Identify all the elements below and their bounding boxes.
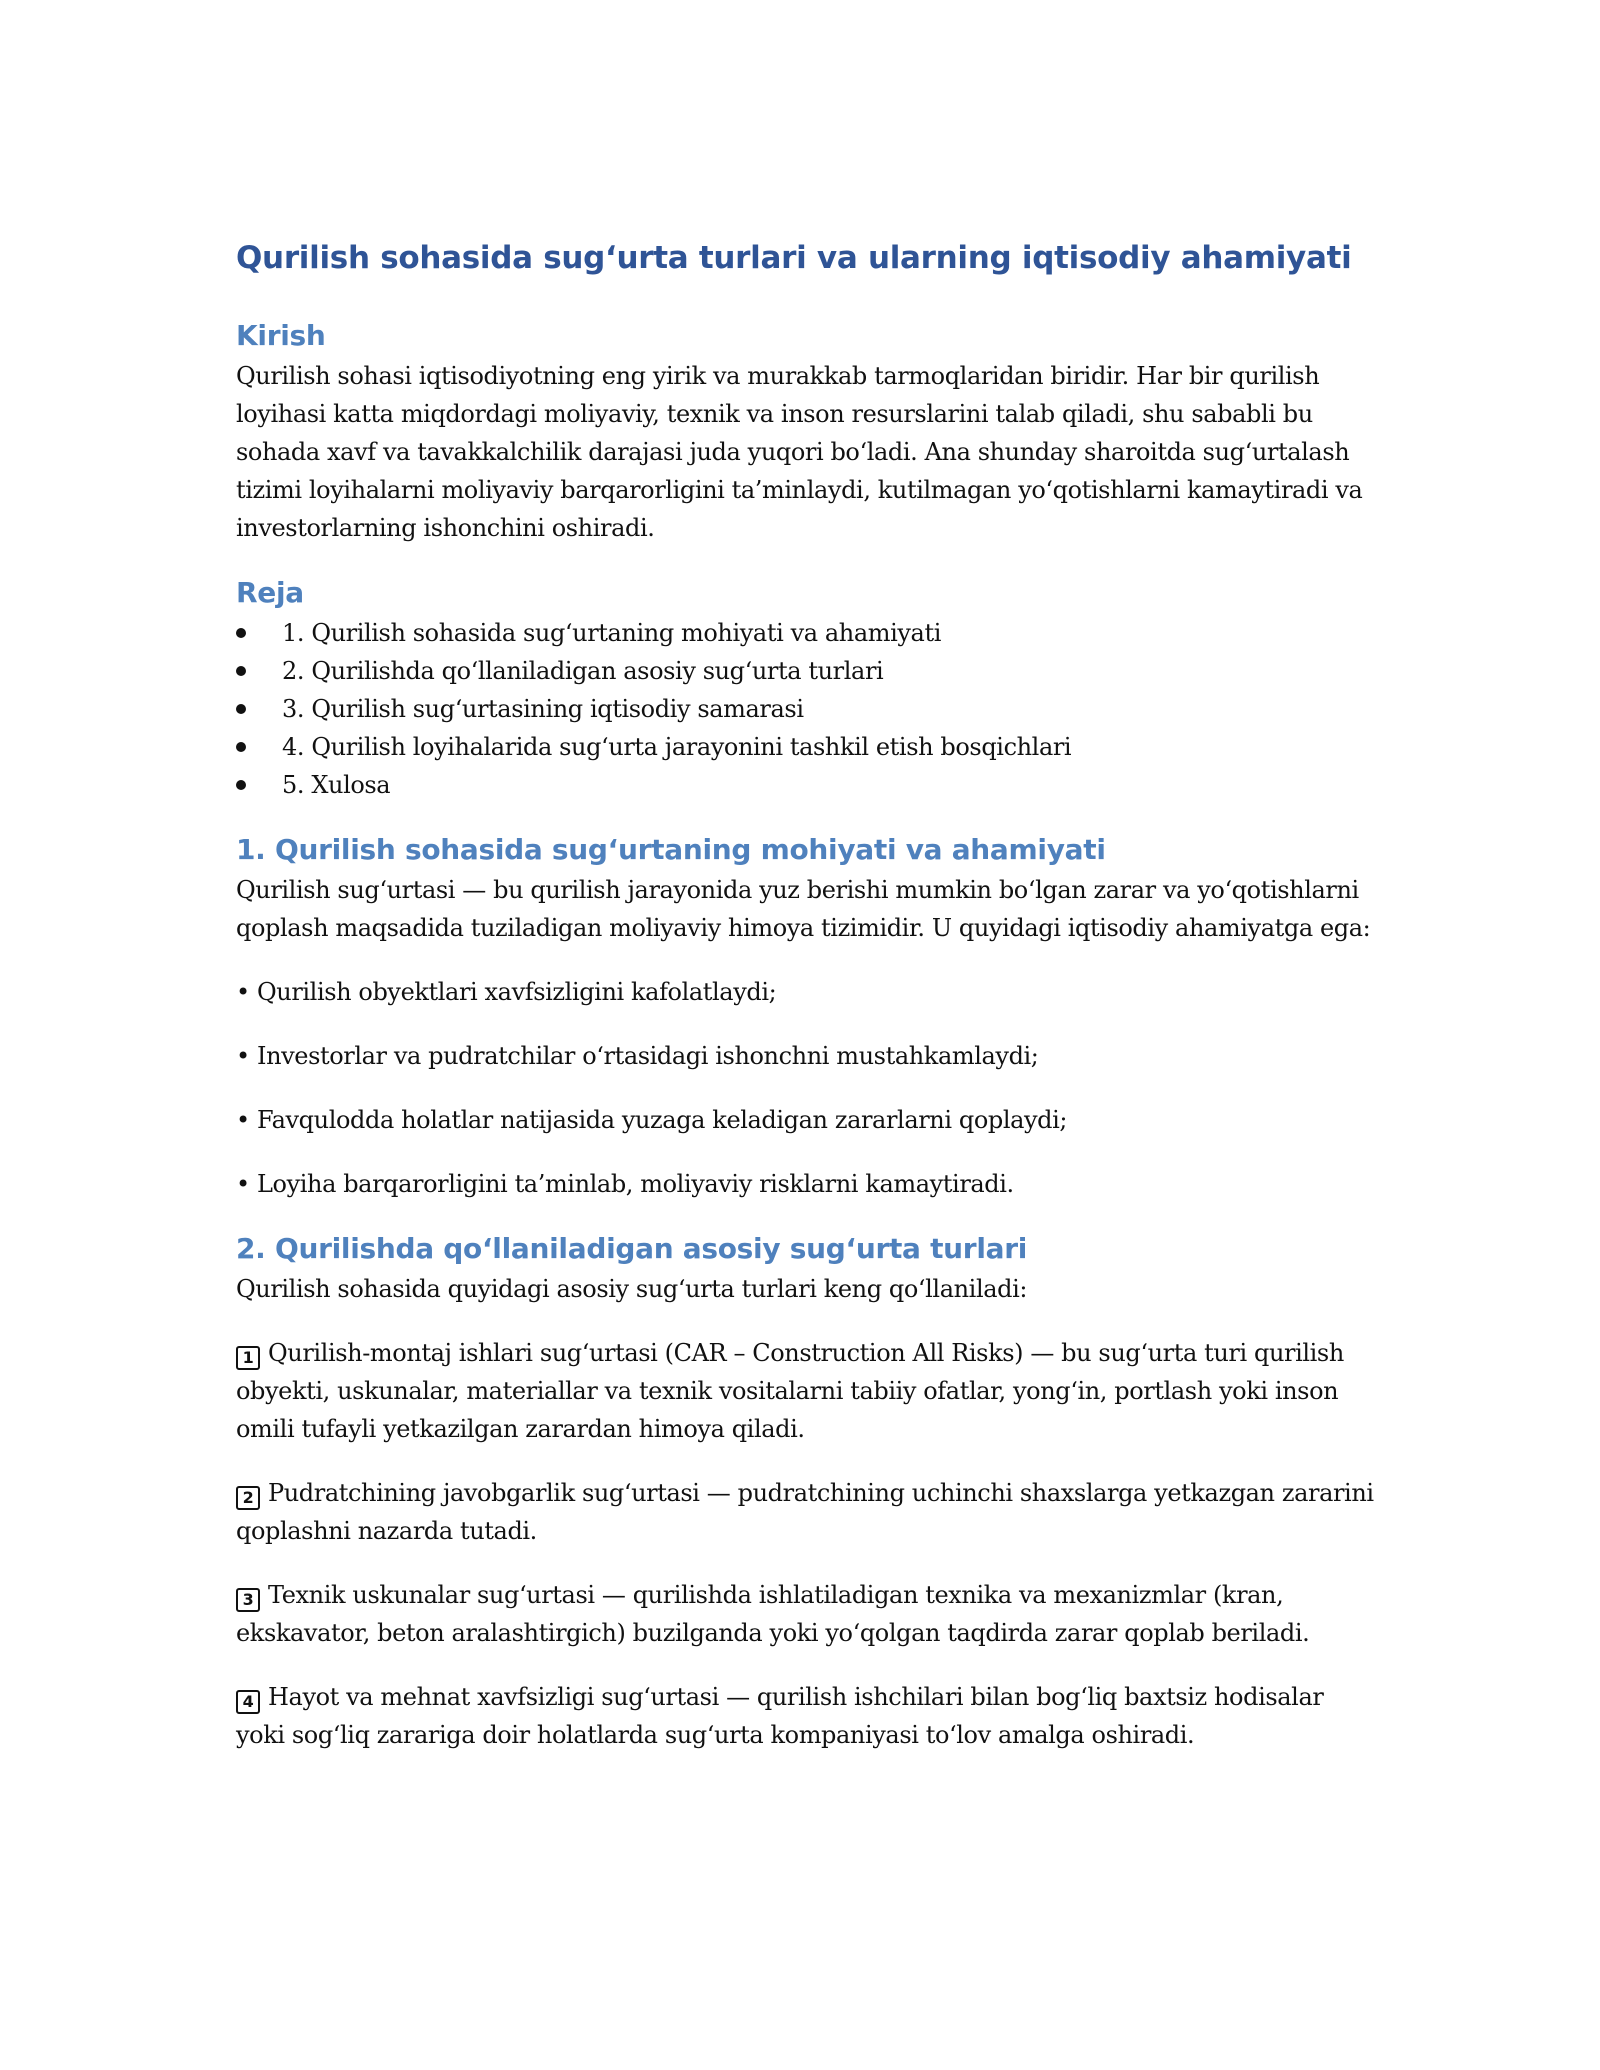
section-1-bullet: • Loyiha barqarorligini ta’minlab, moliyaviy risklarni kamaytiradi. bbox=[236, 1170, 1014, 1199]
bullet-icon bbox=[236, 704, 246, 714]
intro-section bbox=[236, 318, 1376, 547]
bullet-icon bbox=[236, 666, 246, 676]
number-1-icon: 1 bbox=[236, 1346, 260, 1370]
number-2-icon: 2 bbox=[236, 1486, 260, 1510]
insurance-type-item: 4 Hayot va mehnat xavfsizligi sug‘urtasi — qurilish ishchilari bilan bog‘liq baxtsiz hodisalar yoki sog‘liq zarariga doir holatlarda sug‘urta kompaniyasi to‘lov amalga oshiradi. bbox=[236, 1683, 1324, 1750]
document-title: Qurilish sohasida sug‘urta turlari va ularning iqtisodiy ahamiyati bbox=[236, 240, 1352, 276]
section-2-heading: 2. Qurilishda qo‘llaniladigan asosiy sug‘urta turlari bbox=[236, 1232, 1028, 1266]
plan-item: 4. Qurilish loyihalarida sug‘urta jarayonini tashkil etish bosqichlari bbox=[236, 728, 1376, 766]
bullet-icon bbox=[236, 628, 246, 638]
section-2 bbox=[236, 1231, 1376, 1754]
section-1-bullet: • Favqulodda holatlar natijasida yuzaga keladigan zararlarni qoplaydi; bbox=[236, 1106, 1068, 1135]
plan-item: 2. Qurilishda qo‘llaniladigan asosiy sug‘urta turlari bbox=[236, 652, 1376, 690]
section-1-bullet: • Qurilish obyektlari xavfsizligini kafolatlaydi; bbox=[236, 978, 777, 1007]
section-1-bullet: • Investorlar va pudratchilar o‘rtasidagi ishonchni mustahkamlaydi; bbox=[236, 1042, 1039, 1071]
insurance-type-item: 1 Qurilish-montaj ishlari sug‘urtasi (CAR – Construction All Risks) — bu sug‘urta turi qurilish obyekti, uskunalar, materiallar va texnik vositalarni tabiiy ofatlar, yong‘in, portlash yoki inson omili tufayli yetkazilgan zarardan himoya qiladi. bbox=[236, 1339, 1344, 1444]
insurance-type-item: 3 Texnik uskunalar sug‘urtasi — qurilishda ishlatiladigan texnika va mexanizmlar (kran, ekskavator, beton aralashtirgich) buzilganda yoki yo‘qolgan taqdirda zarar qoplab beriladi. bbox=[236, 1581, 1310, 1648]
number-3-icon: 3 bbox=[236, 1588, 260, 1612]
section-1-paragraph: Qurilish sug‘urtasi — bu qurilish jarayonida yuz berishi mumkin bo‘lgan zarar va yo‘qotishlarni qoplash maqsadida tuziladigan moliyaviy himoya tizimidir. U quyidagi iqtisodiy ahamiyatga ega: bbox=[236, 876, 1371, 943]
section-1 bbox=[236, 832, 1376, 1203]
insurance-type-item: 2 Pudratchining javobgarlik sug‘urtasi — pudratchining uchinchi shaxslarga yetkazgan zararini qoplashni nazarda tutadi. bbox=[236, 1479, 1374, 1546]
plan-item: 3. Qurilish sug‘urtasining iqtisodiy samarasi bbox=[236, 690, 1376, 728]
intro-paragraph: Qurilish sohasi iqtisodiyotning eng yirik va murakkab tarmoqlaridan biridir. Har bir qurilish loyihasi katta miqdordagi moliyaviy, texnik va inson resurslarini talab qiladi, shu sababli bu sohada xavf va tavakkalchilik darajasi juda yuqori bo‘ladi. Ana shunday sharoitda sug‘urtalash tizimi loyihalarni moliyaviy barqarorligini ta’minlaydi, kutilmagan yo‘qotishlarni kamaytiradi va investorlarning ishonchini oshiradi. bbox=[236, 362, 1363, 543]
bullet-icon bbox=[236, 780, 246, 790]
plan-item: 1. Qurilish sohasida sug‘urtaning mohiyati va ahamiyati bbox=[236, 614, 1376, 652]
plan-list bbox=[236, 614, 1376, 804]
bullet-icon bbox=[236, 742, 246, 752]
number-4-icon: 4 bbox=[236, 1690, 260, 1714]
plan-item: 5. Xulosa bbox=[236, 766, 1376, 804]
plan-section bbox=[236, 575, 1376, 804]
document-page bbox=[236, 238, 1376, 1782]
section-2-paragraph: Qurilish sohasida quyidagi asosiy sug‘urta turlari keng qo‘llaniladi: bbox=[236, 1275, 1028, 1304]
section-1-heading: 1. Qurilish sohasida sug‘urtaning mohiyati va ahamiyati bbox=[236, 833, 1106, 867]
intro-heading: Kirish bbox=[236, 319, 326, 353]
plan-heading: Reja bbox=[236, 576, 304, 610]
